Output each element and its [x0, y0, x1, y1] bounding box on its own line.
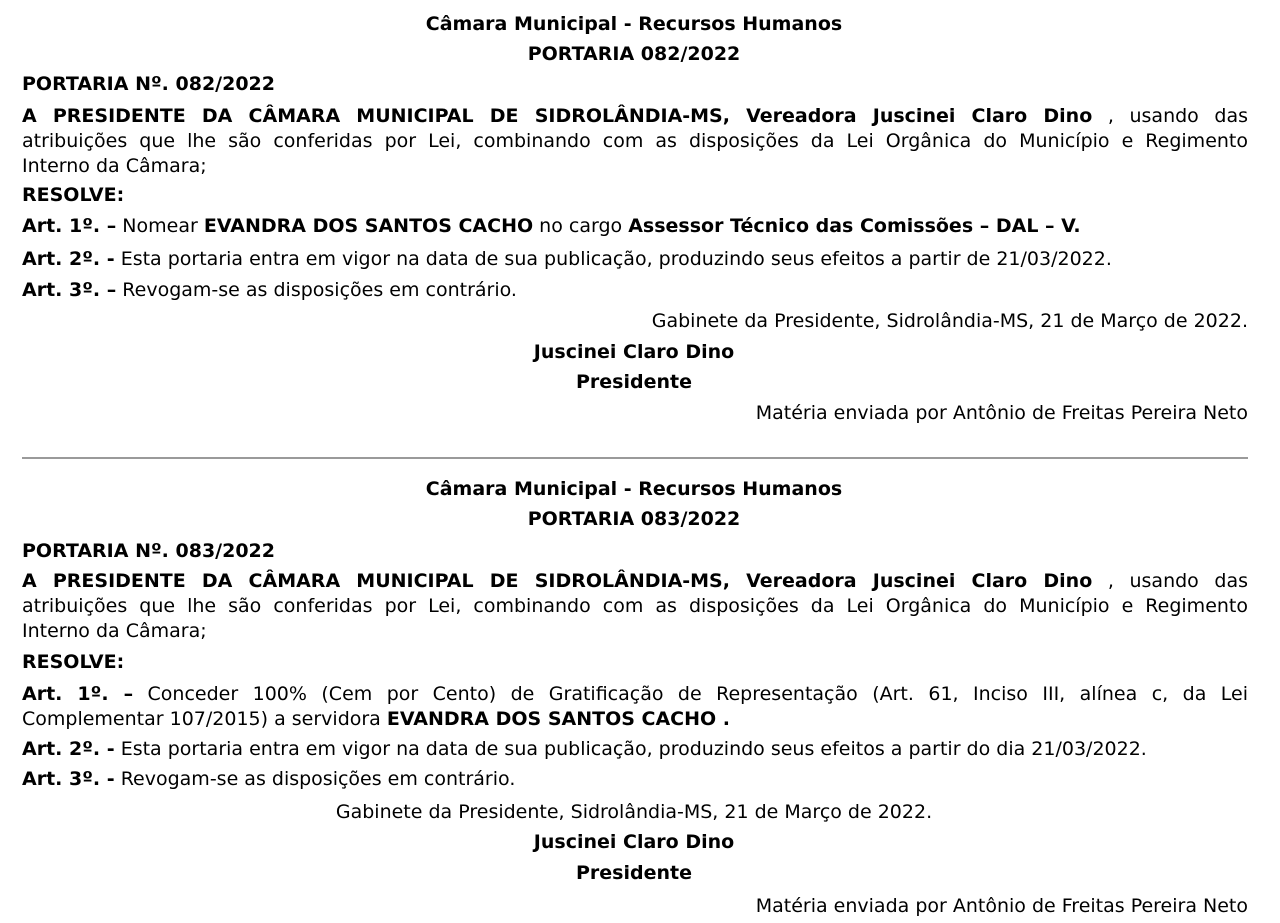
resolve-label: RESOLVE: [22, 651, 125, 673]
article-1-line-2: Complementar 107/2015) a servidora EVANDRA DOS SANTOS CACHO . [22, 708, 730, 730]
section-header: Câmara Municipal - Recursos Humanos [425, 13, 843, 35]
article-1: Art. 1º. – Nomear EVANDRA DOS SANTOS CACHO no cargo Assessor Técnico das Comissões – DAL – V. [22, 215, 1081, 237]
article-3: Art. 3º. – Revogam-se as disposições em contrário. [22, 279, 517, 301]
section-header: Câmara Municipal - Recursos Humanos [425, 478, 843, 500]
article-2: Art. 2º. - Esta portaria entra em vigor na data de sua publicação, produzindo seus efeitos a partir do dia 21/03/2022. [22, 738, 1147, 760]
article-3: Art. 3º. - Revogam-se as disposições em contrário. [22, 768, 516, 790]
intro-line-3: Interno da Câmara; [22, 620, 207, 642]
signer-name: Juscinei Claro Dino [533, 341, 735, 363]
intro-line-1: A PRESIDENTE DA CÂMARA MUNICIPAL DE SIDROLÂNDIA-MS, Vereadora Juscinei Claro Dino , usando das [22, 105, 1248, 127]
place-date: Gabinete da Presidente, Sidrolândia-MS, 21 de Março de 2022. [651, 310, 1248, 332]
section-divider [22, 457, 1248, 459]
sent-by: Matéria enviada por Antônio de Freitas Pereira Neto [755, 895, 1248, 917]
sent-by: Matéria enviada por Antônio de Freitas Pereira Neto [755, 402, 1248, 424]
signer-title: Presidente [576, 371, 692, 393]
signer-title: Presidente [576, 862, 692, 884]
article-2: Art. 2º. - Esta portaria entra em vigor na data de sua publicação, produzindo seus efeitos a partir de 21/03/2022. [22, 248, 1112, 270]
portaria-number: PORTARIA Nº. 082/2022 [22, 73, 275, 95]
article-1-line-1: Art. 1º. – Conceder 100% (Cem por Cento) de Gratificação de Representação (Art. 61, Inciso III, alínea c, da Lei [22, 683, 1249, 705]
signer-name: Juscinei Claro Dino [533, 831, 735, 853]
intro-line-2: atribuições que lhe são conferidas por Lei, combinando com as disposições da Lei Orgânica do Município e Regimento [22, 595, 1248, 617]
resolve-label: RESOLVE: [22, 184, 125, 206]
intro-line-3: Interno da Câmara; [22, 155, 207, 177]
section-subheader: PORTARIA 083/2022 [527, 508, 741, 530]
intro-line-1: A PRESIDENTE DA CÂMARA MUNICIPAL DE SIDROLÂNDIA-MS, Vereadora Juscinei Claro Dino , usando das [22, 570, 1248, 592]
section-subheader: PORTARIA 082/2022 [527, 43, 741, 65]
intro-line-2: atribuições que lhe são conferidas por Lei, combinando com as disposições da Lei Orgânica do Município e Regimento [22, 130, 1248, 152]
place-date: Gabinete da Presidente, Sidrolândia-MS, 21 de Março de 2022. [335, 801, 933, 823]
portaria-number: PORTARIA Nº. 083/2022 [22, 540, 275, 562]
